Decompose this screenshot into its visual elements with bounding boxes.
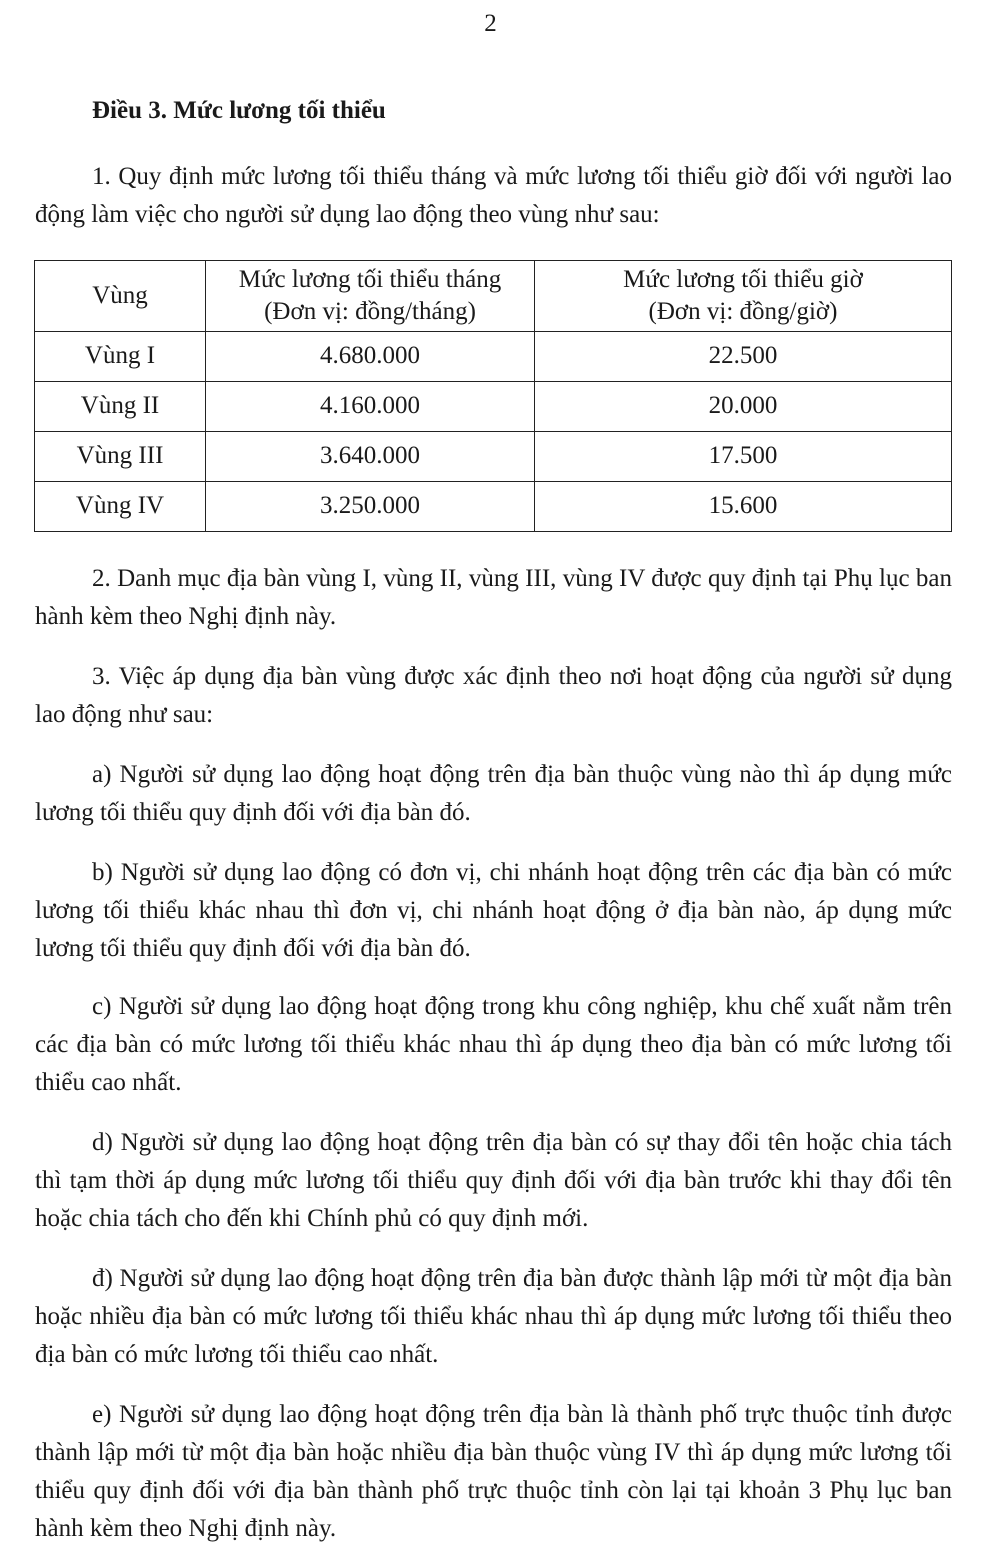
- cell-monthly: 3.250.000: [206, 482, 535, 532]
- header-hourly-unit: (Đơn vị: đồng/giờ): [648, 298, 838, 325]
- point-c: c) Người sử dụng lao động hoạt động trong khu công nghiệp, khu chế xuất nằm trên các địa bàn có mức lương tối thiểu khác nhau thì áp dụng theo địa bàn có mức lương tối thiểu cao nhất.: [35, 993, 952, 1096]
- clause-3: 3. Việc áp dụng địa bàn vùng được xác định theo nơi hoạt động của người sử dụng lao động như sau:: [35, 663, 952, 728]
- point-a: a) Người sử dụng lao động hoạt động trên địa bàn thuộc vùng nào thì áp dụng mức lương tối thiểu quy định đối với địa bàn đó.: [35, 761, 952, 826]
- cell-hourly: 17.500: [535, 432, 952, 482]
- cell-hourly: 15.600: [535, 482, 952, 532]
- article-title: Điều 3. Mức lương tối thiểu: [92, 97, 386, 124]
- clause-1: 1. Quy định mức lương tối thiểu tháng và mức lương tối thiểu giờ đối với người lao động làm việc cho người sử dụng lao động theo vùng như sau:: [35, 163, 952, 228]
- table-row: [35, 482, 952, 532]
- cell-monthly: 3.640.000: [206, 432, 535, 482]
- table-row: [35, 382, 952, 432]
- point-e: e) Người sử dụng lao động hoạt động trên địa bàn là thành phố trực thuộc tỉnh được thành lập mới từ một địa bàn hoặc nhiều địa bàn thuộc vùng IV thì áp dụng mức lương tối thiểu quy định đối với địa bàn thành phố trực thuộc tỉnh còn lại tại khoản 3 Phụ lục ban hành kèm theo Nghị định này.: [35, 1401, 952, 1542]
- header-hourly-title: Mức lương tối thiểu giờ: [623, 266, 863, 293]
- cell-monthly: 4.160.000: [206, 382, 535, 432]
- header-hourly: [535, 261, 952, 332]
- table-header-row: [35, 261, 952, 332]
- table-row: [35, 432, 952, 482]
- header-monthly-title: Mức lương tối thiểu tháng: [238, 266, 502, 293]
- cell-region: Vùng III: [35, 432, 206, 482]
- cell-hourly: 22.500: [535, 332, 952, 382]
- cell-region: Vùng I: [35, 332, 206, 382]
- point-d: d) Người sử dụng lao động hoạt động trên địa bàn có sự thay đổi tên hoặc chia tách thì tạm thời áp dụng mức lương tối thiểu quy định đối với địa bàn trước khi thay đổi tên hoặc chia tách cho đến khi Chính phủ có quy định mới.: [35, 1129, 952, 1232]
- cell-monthly: 4.680.000: [206, 332, 535, 382]
- page-number: 2: [484, 10, 497, 37]
- minimum-wage-table: [34, 260, 952, 532]
- header-region: Vùng: [35, 261, 206, 332]
- header-monthly: [206, 261, 535, 332]
- cell-region: Vùng II: [35, 382, 206, 432]
- point-b: b) Người sử dụng lao động có đơn vị, chi nhánh hoạt động trên các địa bàn có mức lương tối thiểu khác nhau thì đơn vị, chi nhánh hoạt động ở địa bàn nào, áp dụng mức lương tối thiểu quy định đối với địa bàn đó.: [35, 859, 952, 962]
- clause-2: 2. Danh mục địa bàn vùng I, vùng II, vùng III, vùng IV được quy định tại Phụ lục ban hành kèm theo Nghị định này.: [35, 565, 952, 630]
- point-dd: đ) Người sử dụng lao động hoạt động trên địa bàn được thành lập mới từ một địa bàn hoặc nhiều địa bàn có mức lương tối thiểu khác nhau thì áp dụng mức lương tối thiểu theo địa bàn có mức lương tối thiểu cao nhất.: [35, 1265, 952, 1368]
- cell-region: Vùng IV: [35, 482, 206, 532]
- header-monthly-unit: (Đơn vị: đồng/tháng): [264, 298, 476, 325]
- cell-hourly: 20.000: [535, 382, 952, 432]
- table-row: [35, 332, 952, 382]
